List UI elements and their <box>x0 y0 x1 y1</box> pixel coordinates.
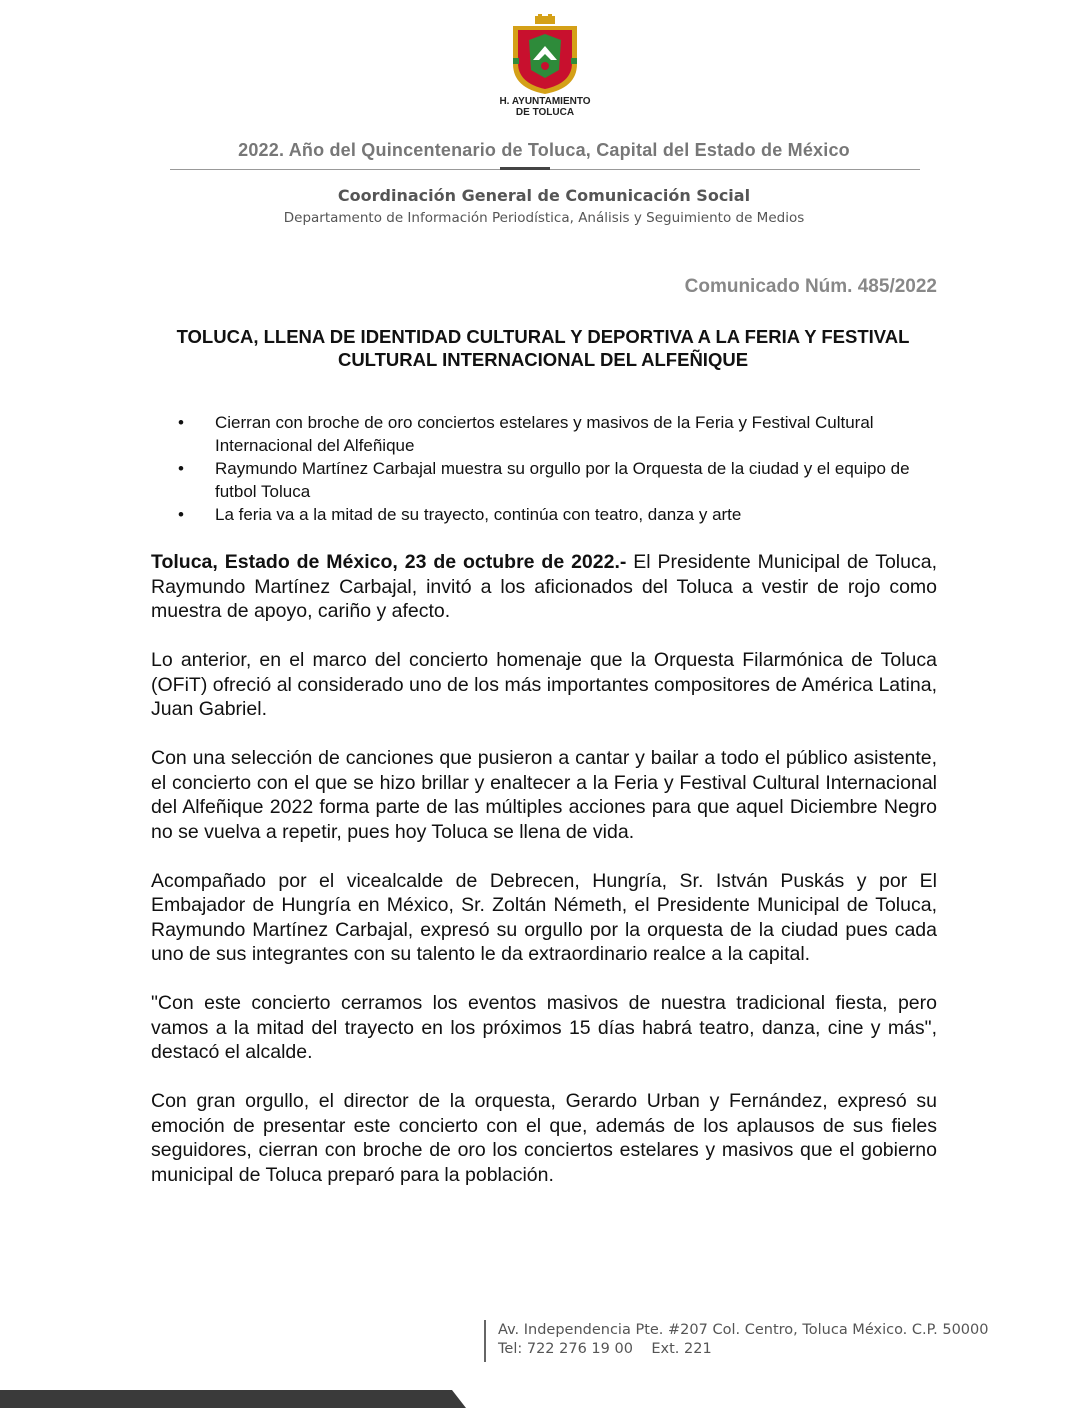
bullet-icon: • <box>178 413 184 432</box>
footer-address: Av. Independencia Pte. #207 Col. Centro, Toluca México. C.P. 50000 <box>498 1322 989 1338</box>
paragraph <box>151 550 937 624</box>
bullet-icon: • <box>178 459 184 478</box>
paragraph: Con gran orgullo, el director de la orquesta, Gerardo Urban y Fernández, expresó su emoción de presentar este concierto con el que, además de los aplausos de sus fieles seguidores, cierran con broche de oro los conciertos estelares y masivos que el gobierno municipal de Toluca preparó para la población. <box>151 1090 937 1186</box>
footer-phone: Tel: 722 276 19 00 Ext. 221 <box>498 1341 712 1357</box>
release-number: Comunicado Núm. 485/2022 <box>684 276 937 297</box>
page-title: TOLUCA, LLENA DE IDENTIDAD CULTURAL Y DEPORTIVA A LA FERIA Y FESTIVAL CULTURAL INTERNACIONAL DEL ALFEÑIQUE <box>176 326 910 370</box>
list-item <box>178 411 938 457</box>
coordination-title: Coordinación General de Comunicación Social <box>337 186 751 205</box>
year-banner: 2022. Año del Quincentenario de Toluca, Capital del Estado de México <box>238 140 850 160</box>
department-subtitle: Departamento de Información Periodística, Análisis y Seguimiento de Medios <box>283 210 805 226</box>
footer-contact <box>498 1321 988 1359</box>
bullet-icon: • <box>178 505 184 524</box>
list-item-text: La feria va a la mitad de su trayecto, continúa con teatro, danza y arte <box>215 505 742 524</box>
paragraph-text: El Presidente Municipal de Toluca, Raymundo Martínez Carbajal, invitó a los aficionados del Toluca a vestir de rojo como muestra de apoyo, cariño y afecto. <box>151 551 937 622</box>
bottom-decorative-band <box>0 1388 1088 1408</box>
municipal-logo <box>490 14 600 118</box>
article-body <box>151 550 937 1212</box>
summary-list <box>178 411 938 526</box>
header-divider-accent <box>500 167 550 170</box>
coat-of-arms-icon <box>505 14 585 94</box>
list-item <box>178 457 938 503</box>
paragraph: "Con este concierto cerramos los eventos masivos de nuestra tradicional fiesta, pero vamos a la mitad del trayecto en los próximos 15 días habrá teatro, danza, cine y más", destacó el alcalde. <box>151 992 937 1063</box>
paragraph: Con una selección de canciones que pusieron a cantar y bailar a todo el público asistente, el concierto con el que se hizo brillar y enaltecer a la Feria y Festival Cultural Internacional del Alfeñique 2022 forma parte de las múltiples acciones para que aquel Diciembre Negro no se vuelva a repetir, pues hoy Toluca se llena de vida. <box>151 747 937 843</box>
logo-caption: H. AYUNTAMIENTO DE TOLUCA <box>499 96 591 118</box>
dateline: Toluca, Estado de México, 23 de octubre de 2022.- <box>151 551 627 573</box>
list-item-text: Raymundo Martínez Carbajal muestra su orgullo por la Orquesta de la ciudad y el equipo de futbol Toluca <box>215 459 910 501</box>
paragraph: Acompañado por el vicealcalde de Debrecen, Hungría, Sr. István Puskás y por El Embajador de Hungría en México, Sr. Zoltán Németh, el Presidente Municipal de Toluca, Raymundo Martínez Carbajal, expresó su orgullo por la orquesta de la ciudad pues cada uno de sus integrantes con su talento le da extraordinario realce a la capital. <box>151 869 937 965</box>
footer-divider <box>484 1320 486 1362</box>
list-item-text: Cierran con broche de oro conciertos estelares y masivos de la Feria y Festival Cultural Internacional del Alfeñique <box>215 413 874 455</box>
list-item <box>178 503 938 526</box>
paragraph: Lo anterior, en el marco del concierto homenaje que la Orquesta Filarmónica de Toluca (OFiT) ofreció al considerado uno de los más importantes compositores de América Latina, Juan Gabriel. <box>151 649 937 720</box>
